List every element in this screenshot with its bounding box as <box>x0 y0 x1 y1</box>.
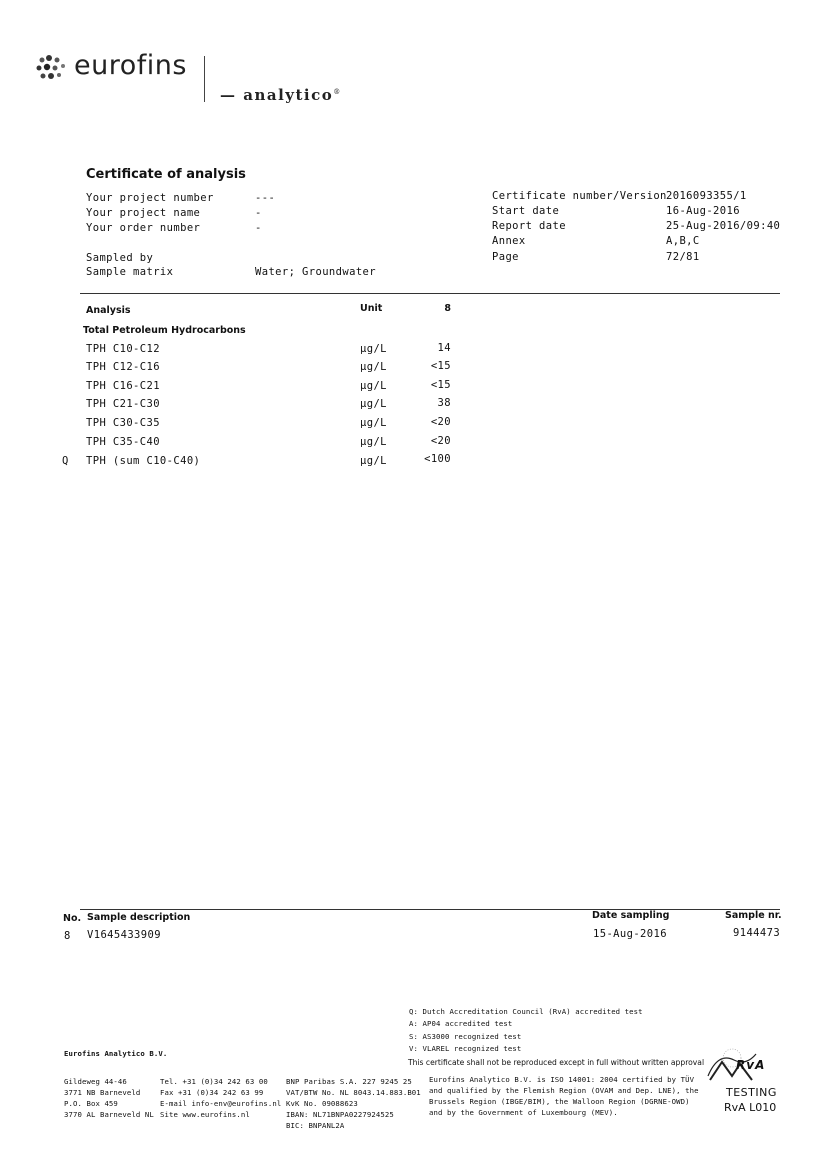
testing-label: TESTING <box>726 1086 777 1099</box>
table-row-name: TPH C35-C40 <box>86 436 160 448</box>
field-value: 16-Aug-2016 <box>666 205 740 217</box>
address-line: P.O. Box 459 <box>64 1099 118 1108</box>
table-row-value: <15 <box>430 360 451 372</box>
registered-mark: ® <box>333 88 342 96</box>
field-label: Start date <box>492 205 560 217</box>
field-value: 25-Aug-2016/09:40 <box>666 220 781 232</box>
sample-nr-header: Sample nr. <box>725 910 782 921</box>
bank-line: BIC: BNPANL2A <box>286 1121 345 1130</box>
bank-line: IBAN: NL71BNPA0227924525 <box>286 1110 394 1119</box>
iso-line: and by the Government of Luxembourg (MEV). <box>429 1108 618 1117</box>
contact-line: E-mail info-env@eurofins.nl <box>160 1099 282 1108</box>
field-value: - <box>255 207 262 219</box>
eurofins-logo <box>36 50 226 90</box>
field-value: 72/81 <box>666 251 700 263</box>
bank-line: KvK No. 09088623 <box>286 1099 358 1108</box>
reproduce-note: This certificate shall not be reproduced except in full without written approval <box>408 1058 705 1067</box>
table-row-name: TPH C12-C16 <box>86 361 160 373</box>
field-label: Your order number <box>86 222 201 234</box>
bank-line: BNP Paribas S.A. 227 9245 25 <box>286 1077 412 1086</box>
bank-line: VAT/BTW No. NL 8043.14.883.B01 <box>286 1088 421 1097</box>
legend-item: V: VLAREL recognized test <box>409 1044 522 1053</box>
legend-item: A: AP04 accredited test <box>409 1019 513 1028</box>
legend-item: Q: Dutch Accreditation Council (RvA) accredited test <box>409 1007 643 1016</box>
field-label: Certificate number/Version <box>492 190 667 202</box>
table-row-value: <100 <box>424 453 451 465</box>
rva-code: RvA L010 <box>724 1101 777 1114</box>
sample-desc-header: Sample description <box>87 912 191 923</box>
page-title: Certificate of analysis <box>86 167 246 182</box>
table-row-unit: µg/L <box>360 361 387 373</box>
field-label: Report date <box>492 220 566 232</box>
footer-bank <box>286 1076 421 1131</box>
table-row-value: <15 <box>430 379 451 391</box>
iso-line: Eurofins Analytico B.V. is ISO 14001: 2004 certified by TÜV <box>429 1075 695 1084</box>
table-row-name: TPH C21-C30 <box>86 398 160 410</box>
field-label: Annex <box>492 235 526 247</box>
sample-no-header: No. <box>63 913 82 924</box>
date-sampling-header: Date sampling <box>592 910 670 921</box>
brand-name: eurofins <box>74 50 187 81</box>
field-label: Page <box>492 251 519 263</box>
footer-iso <box>429 1074 699 1118</box>
logo-divider <box>204 56 205 102</box>
analysis-header: Analysis <box>86 305 131 316</box>
table-row-value: 14 <box>437 342 451 354</box>
table-row-value: 38 <box>437 397 451 409</box>
field-label: Sample matrix <box>86 266 174 278</box>
company-name: Eurofins Analytico B.V. <box>64 1049 168 1058</box>
table-row-name: TPH C16-C21 <box>86 380 160 392</box>
field-value: 2016093355/1 <box>666 190 747 202</box>
field-value: --- <box>255 192 276 204</box>
field-value: Water; Groundwater <box>255 266 376 278</box>
table-row-unit: µg/L <box>360 455 387 467</box>
sample-row-desc: V1645433909 <box>87 929 161 941</box>
table-row-value: <20 <box>430 416 451 428</box>
contact-line: Site www.eurofins.nl <box>160 1110 250 1119</box>
divider-samples <box>80 909 780 910</box>
address-line: 3770 AL Barneveld NL <box>64 1110 154 1119</box>
group-title: Total Petroleum Hydrocarbons <box>83 325 246 336</box>
brand-subtitle-text: — analytico <box>220 86 334 104</box>
iso-line: and qualified by the Flemish Region (OVAM and Dep. LNE), the <box>429 1086 699 1095</box>
table-row-name: TPH C10-C12 <box>86 343 160 355</box>
unit-header: Unit <box>360 303 383 314</box>
table-row-name: TPH (sum C10-C40) <box>86 455 201 467</box>
rva-logo-text: RvA <box>736 1058 766 1072</box>
field-value: A,B,C <box>666 235 700 247</box>
eurofins-dots-icon <box>36 54 72 84</box>
divider-top <box>80 293 780 294</box>
field-label: Your project number <box>86 192 214 204</box>
address-line: 3771 NB Barneveld <box>64 1088 141 1097</box>
table-row-unit: µg/L <box>360 417 387 429</box>
table-row-flag: Q <box>62 455 69 467</box>
rva-logo <box>704 1044 784 1118</box>
table-row-unit: µg/L <box>360 436 387 448</box>
sample-row-no: 8 <box>64 930 71 942</box>
field-label: Your project name <box>86 207 201 219</box>
field-label: Sampled by <box>86 252 154 264</box>
contact-line: Tel. +31 (0)34 242 63 00 <box>160 1077 268 1086</box>
sample-row-nr: 9144473 <box>733 927 781 939</box>
footer-contact <box>160 1076 281 1120</box>
table-row-unit: µg/L <box>360 380 387 392</box>
table-row-unit: µg/L <box>360 398 387 410</box>
sample-row-date: 15-Aug-2016 <box>593 928 667 940</box>
iso-line: Brussels Region (IBGE/BIM), the Walloon Region (DGRNE-OWD) <box>429 1097 690 1106</box>
address-line: Gildeweg 44-46 <box>64 1077 127 1086</box>
legend-item: S: AS3000 recognized test <box>409 1032 522 1041</box>
table-row-unit: µg/L <box>360 343 387 355</box>
footer-address <box>64 1076 154 1120</box>
table-row-name: TPH C30-C35 <box>86 417 160 429</box>
table-row-value: <20 <box>430 435 451 447</box>
brand-subtitle <box>220 86 342 104</box>
field-value: - <box>255 222 262 234</box>
sample-column-header: 8 <box>444 303 451 314</box>
contact-line: Fax +31 (0)34 242 63 99 <box>160 1088 264 1097</box>
